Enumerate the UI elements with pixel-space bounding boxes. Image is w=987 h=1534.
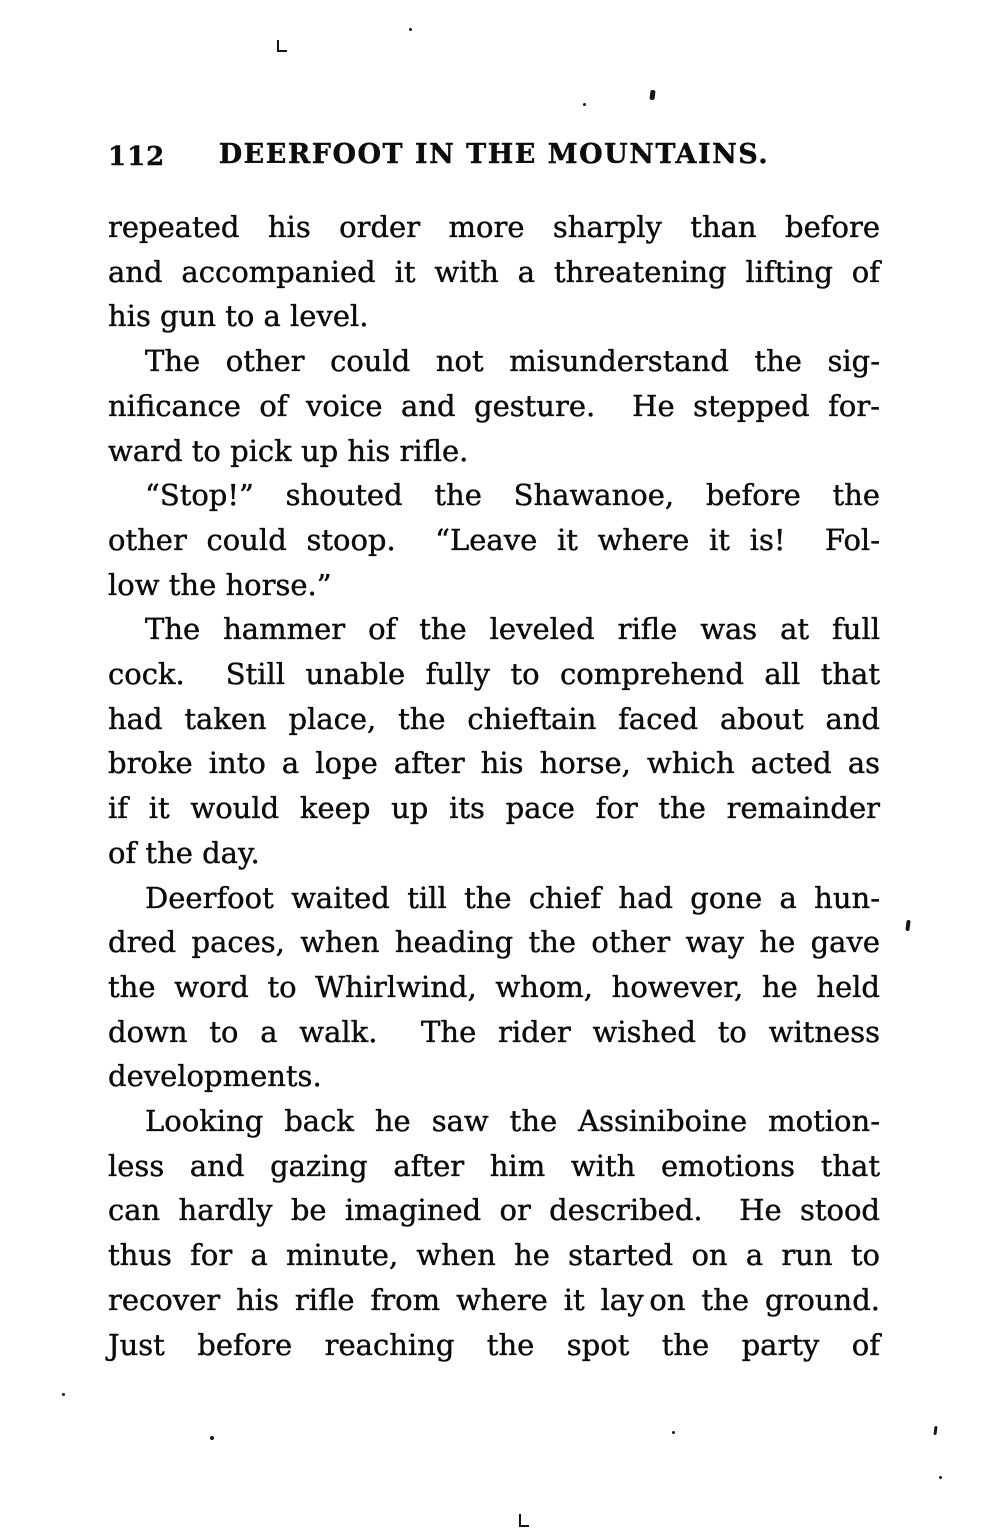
text-line: The hammer of the leveled rifle was at full — [145, 612, 880, 647]
text-line: “Stop!” shouted the Shawanoe, before the — [145, 478, 880, 513]
paragraph — [108, 205, 880, 339]
scan-speck — [62, 1393, 65, 1396]
scan-speck — [672, 1431, 675, 1434]
text-line: and accompanied it with a threatening lifting of — [108, 254, 880, 289]
text-line: Looking back he saw the Assiniboine motion- — [145, 1104, 880, 1139]
running-title: DEERFOOT IN THE MOUNTAINS. — [218, 139, 770, 170]
text-line: if it would keep up its pace for the remainder — [108, 791, 880, 826]
text-line: nificance of voice and gesture. He stepped for- — [108, 388, 880, 423]
paragraph — [108, 1099, 880, 1367]
text-line: down to a walk. The rider wished to witness — [108, 1014, 880, 1049]
text-line: Just before reaching the spot the party of — [108, 1327, 880, 1362]
text-line: recover his rifle from where it lay on the ground. — [108, 1282, 880, 1317]
text-line: can hardly be imagined or described. He stood — [108, 1193, 880, 1228]
scan-speck — [409, 28, 412, 31]
text-line: developments. — [108, 1059, 322, 1094]
text-line: Deerfoot waited till the chief had gone a hun- — [145, 880, 880, 915]
text-line: low the horse.” — [108, 567, 332, 602]
scan-speck — [905, 920, 910, 931]
text-line: other could stoop. “Leave it where it is! Fol- — [108, 522, 880, 557]
text-line: cock. Still unable fully to comprehend all that — [108, 657, 880, 692]
paragraph — [108, 876, 880, 1100]
text-line: his gun to a level. — [108, 299, 369, 334]
paragraph — [108, 607, 880, 875]
scan-speck — [277, 40, 287, 52]
scan-speck — [210, 1436, 214, 1440]
text-line: of the day. — [108, 835, 260, 870]
scan-speck — [519, 1514, 529, 1527]
scan-speck — [649, 90, 655, 101]
text-line: thus for a minute, when he started on a run to — [108, 1238, 880, 1273]
page-body — [108, 205, 880, 1367]
text-line: had taken place, the chieftain faced about and — [108, 701, 880, 736]
text-line: repeated his order more sharply than before — [108, 210, 880, 244]
page-number: 112 — [108, 142, 166, 172]
text-line: The other could not misunderstand the sig- — [145, 344, 880, 379]
text-line: the word to Whirlwind, whom, however, he held — [108, 969, 880, 1004]
paragraph — [108, 339, 880, 473]
scan-speck — [939, 1476, 942, 1479]
scan-speck — [933, 1426, 937, 1435]
running-head — [108, 139, 880, 175]
text-line: less and gazing after him with emotions that — [108, 1148, 880, 1183]
text-line: ward to pick up his rifle. — [108, 433, 469, 468]
paragraph — [108, 473, 880, 607]
text-line: dred paces, when heading the other way he gave — [108, 925, 880, 960]
text-line: broke into a lope after his horse, which acted as — [108, 746, 880, 781]
scan-speck — [583, 103, 586, 106]
